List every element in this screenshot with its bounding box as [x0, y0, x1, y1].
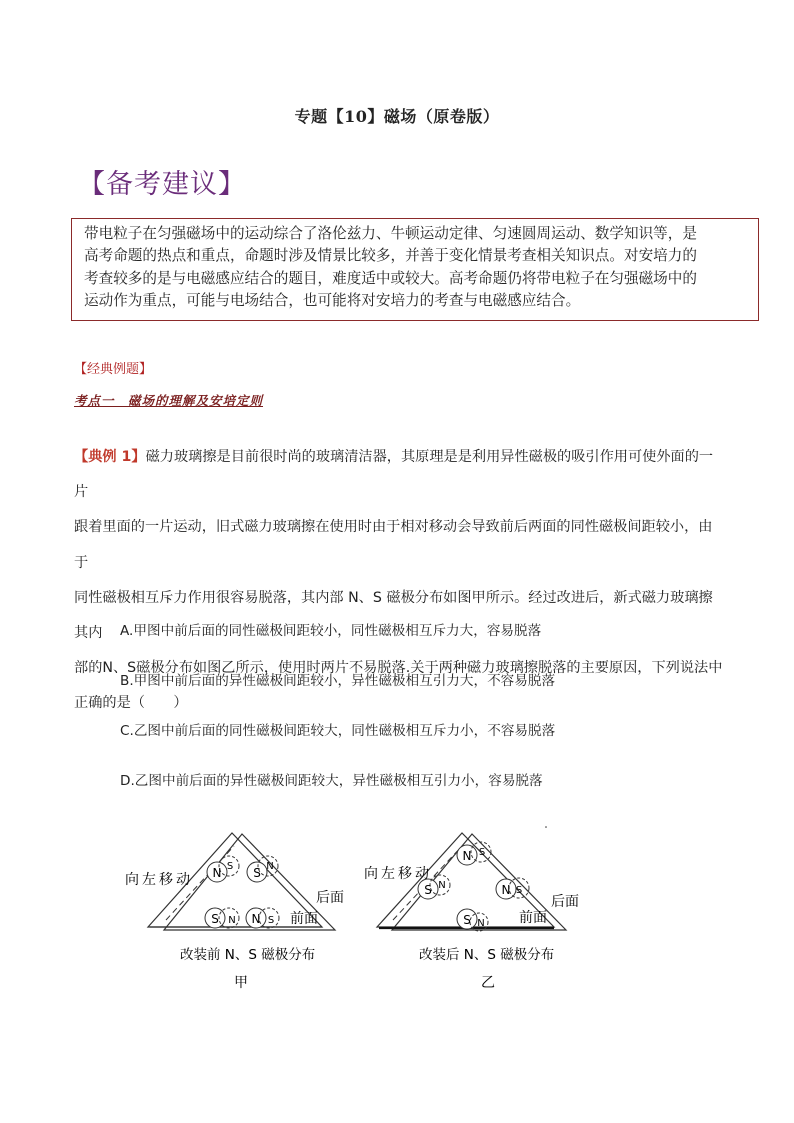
advice-line: 运动作为重点，可能与电场结合，也可能将对安培力的考查与电磁感应结合。 [84, 291, 581, 309]
question-label: 【典例 1】 [74, 449, 146, 465]
question-line: 同性磁极相互斥力作用很容易脱落，其内部 N、S 磁极分布如图甲所示。经过改进后，新式磁力玻璃擦其内 [74, 589, 713, 642]
figure-name: 甲 [234, 975, 248, 991]
pole-label: S [211, 912, 219, 926]
question-line: 正确的是（ ） [74, 695, 188, 712]
question-line: 跟着里面的一片运动，旧式磁力玻璃擦在使用时由于相对移动会导致前后两面的同性磁极间距较小，由于 [74, 519, 713, 571]
advice-line: 高考命题的热点和重点，命题时涉及情景比较多，并善于变化情景考查相关知识点。对安培力的 [84, 247, 697, 265]
move-left-label: 向左移动 [125, 872, 193, 888]
section-heading-exam-advice: 【备考建议】 [78, 169, 246, 200]
pole-label: N [438, 880, 446, 891]
pole-label: S [478, 847, 486, 858]
advice-line: 带电粒子在匀强磁场中的运动综合了洛伦兹力、牛顿运动定律、匀速圆周运动、数学知识等，是 [84, 225, 697, 242]
pole-label: S [463, 913, 471, 927]
option-d[interactable]: D.乙图中前后面的异性磁极间距较大，异性磁极相互引力小，容易脱落 [120, 773, 543, 789]
pole-label: S [226, 861, 234, 872]
figure-jia [125, 833, 344, 991]
pole-label: N [251, 912, 261, 926]
advice-line: 考查较多的是与电磁感应结合的题目，难度适中或较大。高考命题仍将带电粒子在匀强磁场中的 [84, 269, 697, 287]
pole-label: N [212, 866, 222, 880]
option-c[interactable]: C.乙图中前后面的同性磁极间距较大，同性磁极相互斥力小，不容易脱落 [120, 723, 556, 739]
option-b[interactable]: B.甲图中前后面的异性磁极间距较小，异性磁极相互引力大，不容易脱落 [120, 673, 556, 689]
question-line: 部的N、S磁极分布如图乙所示，使用时两片不易脱落.关于两种磁力玻璃擦脱落的主要原因，下列说法中 [74, 660, 723, 677]
figure-caption: 改装前 N、S 磁极分布 [180, 947, 316, 963]
pole-label: N [228, 915, 236, 926]
pole-label: S [515, 885, 523, 896]
pole-label: N [501, 883, 511, 897]
pole-label: N [477, 918, 485, 929]
front-face-label: 前面 [290, 911, 318, 927]
pole-label: N [462, 849, 472, 863]
stray-dot [545, 826, 547, 828]
back-face-label: 后面 [316, 890, 344, 906]
figure-caption: 改装后 N、S 磁极分布 [419, 947, 555, 963]
option-a[interactable]: A.甲图中前后面的同性磁极间距较小，同性磁极相互斥力大，容易脱落 [120, 623, 542, 639]
pole-label: N [266, 861, 274, 872]
pole-label: S [267, 915, 275, 926]
figure-name: 乙 [481, 975, 495, 991]
pole-label: S [424, 883, 432, 897]
topic-heading: 考点一 磁场的理解及安培定则 [74, 393, 264, 408]
question-text: 磁力玻璃擦是目前很时尚的玻璃清洁器，其原理是是利用异性磁极的吸引作用可使外面的一片 [74, 449, 714, 501]
document-title: 专题【10】磁场（原卷版） [294, 107, 500, 126]
pole-label: S [253, 866, 261, 880]
figure-yi [364, 826, 579, 991]
back-face-label: 后面 [551, 894, 579, 910]
front-face-label: 前面 [519, 910, 547, 926]
move-left-label: 向左移动 [364, 866, 432, 882]
examples-label: 【经典例题】 [74, 362, 153, 377]
